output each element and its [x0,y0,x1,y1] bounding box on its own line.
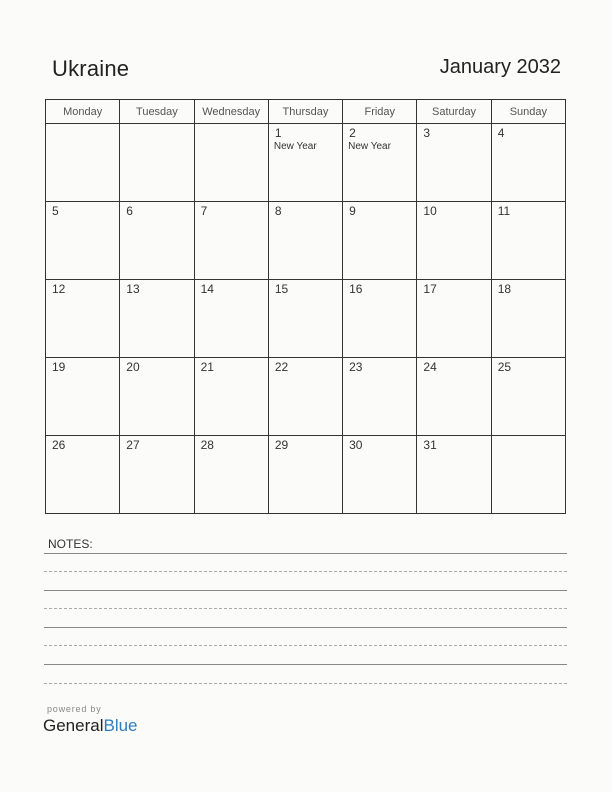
day-number: 21 [200,360,214,374]
day-number: 20 [126,360,140,374]
month-year-title: January 2032 [439,56,561,78]
day-number: 5 [52,204,59,218]
day-cell [343,280,417,358]
week-row [46,436,566,514]
day-number: 25 [497,360,512,374]
day-number: 12 [52,282,66,296]
day-cell [417,436,491,514]
day-number: 28 [200,438,214,452]
weekday-header-row [46,100,566,124]
day-cell [194,280,268,358]
day-number: 6 [126,204,133,218]
notes-line [44,664,567,665]
notes-line [44,571,567,572]
day-number: 11 [497,204,511,218]
week-row [46,124,566,202]
day-number: 18 [497,282,512,296]
weekday-tuesday: Tuesday [120,100,194,124]
day-cell [491,358,565,436]
day-cell [491,124,565,202]
day-cell [46,280,120,358]
day-cell [268,358,342,436]
day-cell [194,436,268,514]
day-cell [120,202,194,280]
generalblue-logo[interactable] [43,716,138,736]
day-number: 9 [349,204,356,218]
weekday-thursday: Thursday [268,100,342,124]
week-row [46,202,566,280]
week-row [46,358,566,436]
day-number: 23 [349,360,363,374]
day-cell [268,202,342,280]
day-cell [268,280,342,358]
day-cell [120,124,194,202]
day-number: 4 [497,126,505,140]
notes-line [44,645,567,646]
day-cell [417,280,491,358]
powered-by-text: powered by [47,704,102,714]
week-row [46,280,566,358]
day-cell [417,202,491,280]
notes-line [44,590,567,591]
day-cell [120,358,194,436]
day-number: 14 [200,282,214,296]
weekday-saturday: Saturday [417,100,491,124]
brand-general: General [43,716,104,735]
weekday-sunday: Sunday [491,100,565,124]
day-cell [417,124,491,202]
day-number: 27 [126,438,140,452]
day-cell [491,436,565,514]
notes-line [44,553,567,554]
holiday-label: New Year [273,141,317,152]
day-number: 17 [423,282,437,296]
day-cell [46,124,120,202]
day-cell [491,202,565,280]
day-cell [46,358,120,436]
day-number: 24 [423,360,437,374]
day-cell [417,358,491,436]
notes-line [44,608,567,609]
notes-line [44,627,567,628]
day-number: 31 [423,438,437,452]
calendar-body [46,124,566,514]
day-number: 10 [423,204,437,218]
day-cell [120,280,194,358]
weekday-friday: Friday [343,100,417,124]
notes-line [44,683,567,684]
day-cell [268,436,342,514]
holiday-label: New Year [348,141,391,152]
notes-label: NOTES: [48,537,93,551]
day-cell [343,436,417,514]
day-cell [491,280,565,358]
day-cell [194,358,268,436]
day-number: 16 [349,282,363,296]
day-cell [120,436,194,514]
country-title: Ukraine [52,56,130,81]
day-cell [343,124,417,202]
day-cell [343,202,417,280]
day-number: 30 [349,438,363,452]
brand-blue: Blue [103,716,138,735]
weekday-monday: Monday [46,100,120,124]
day-number: 7 [200,204,208,218]
day-number: 8 [274,204,282,218]
day-number: 22 [274,360,289,374]
day-cell [343,358,417,436]
day-number: 29 [274,438,289,452]
day-cell [46,202,120,280]
day-cell [46,436,120,514]
weekday-wednesday: Wednesday [194,100,268,124]
day-number: 3 [423,126,431,140]
day-number: 15 [274,282,289,296]
day-number: 1 [274,126,282,140]
day-number: 26 [52,438,66,452]
calendar-grid [45,99,566,514]
day-number: 19 [52,360,66,374]
day-number: 2 [349,126,356,140]
day-number: 13 [126,282,140,296]
day-cell [194,124,268,202]
day-cell [268,124,342,202]
day-cell [194,202,268,280]
